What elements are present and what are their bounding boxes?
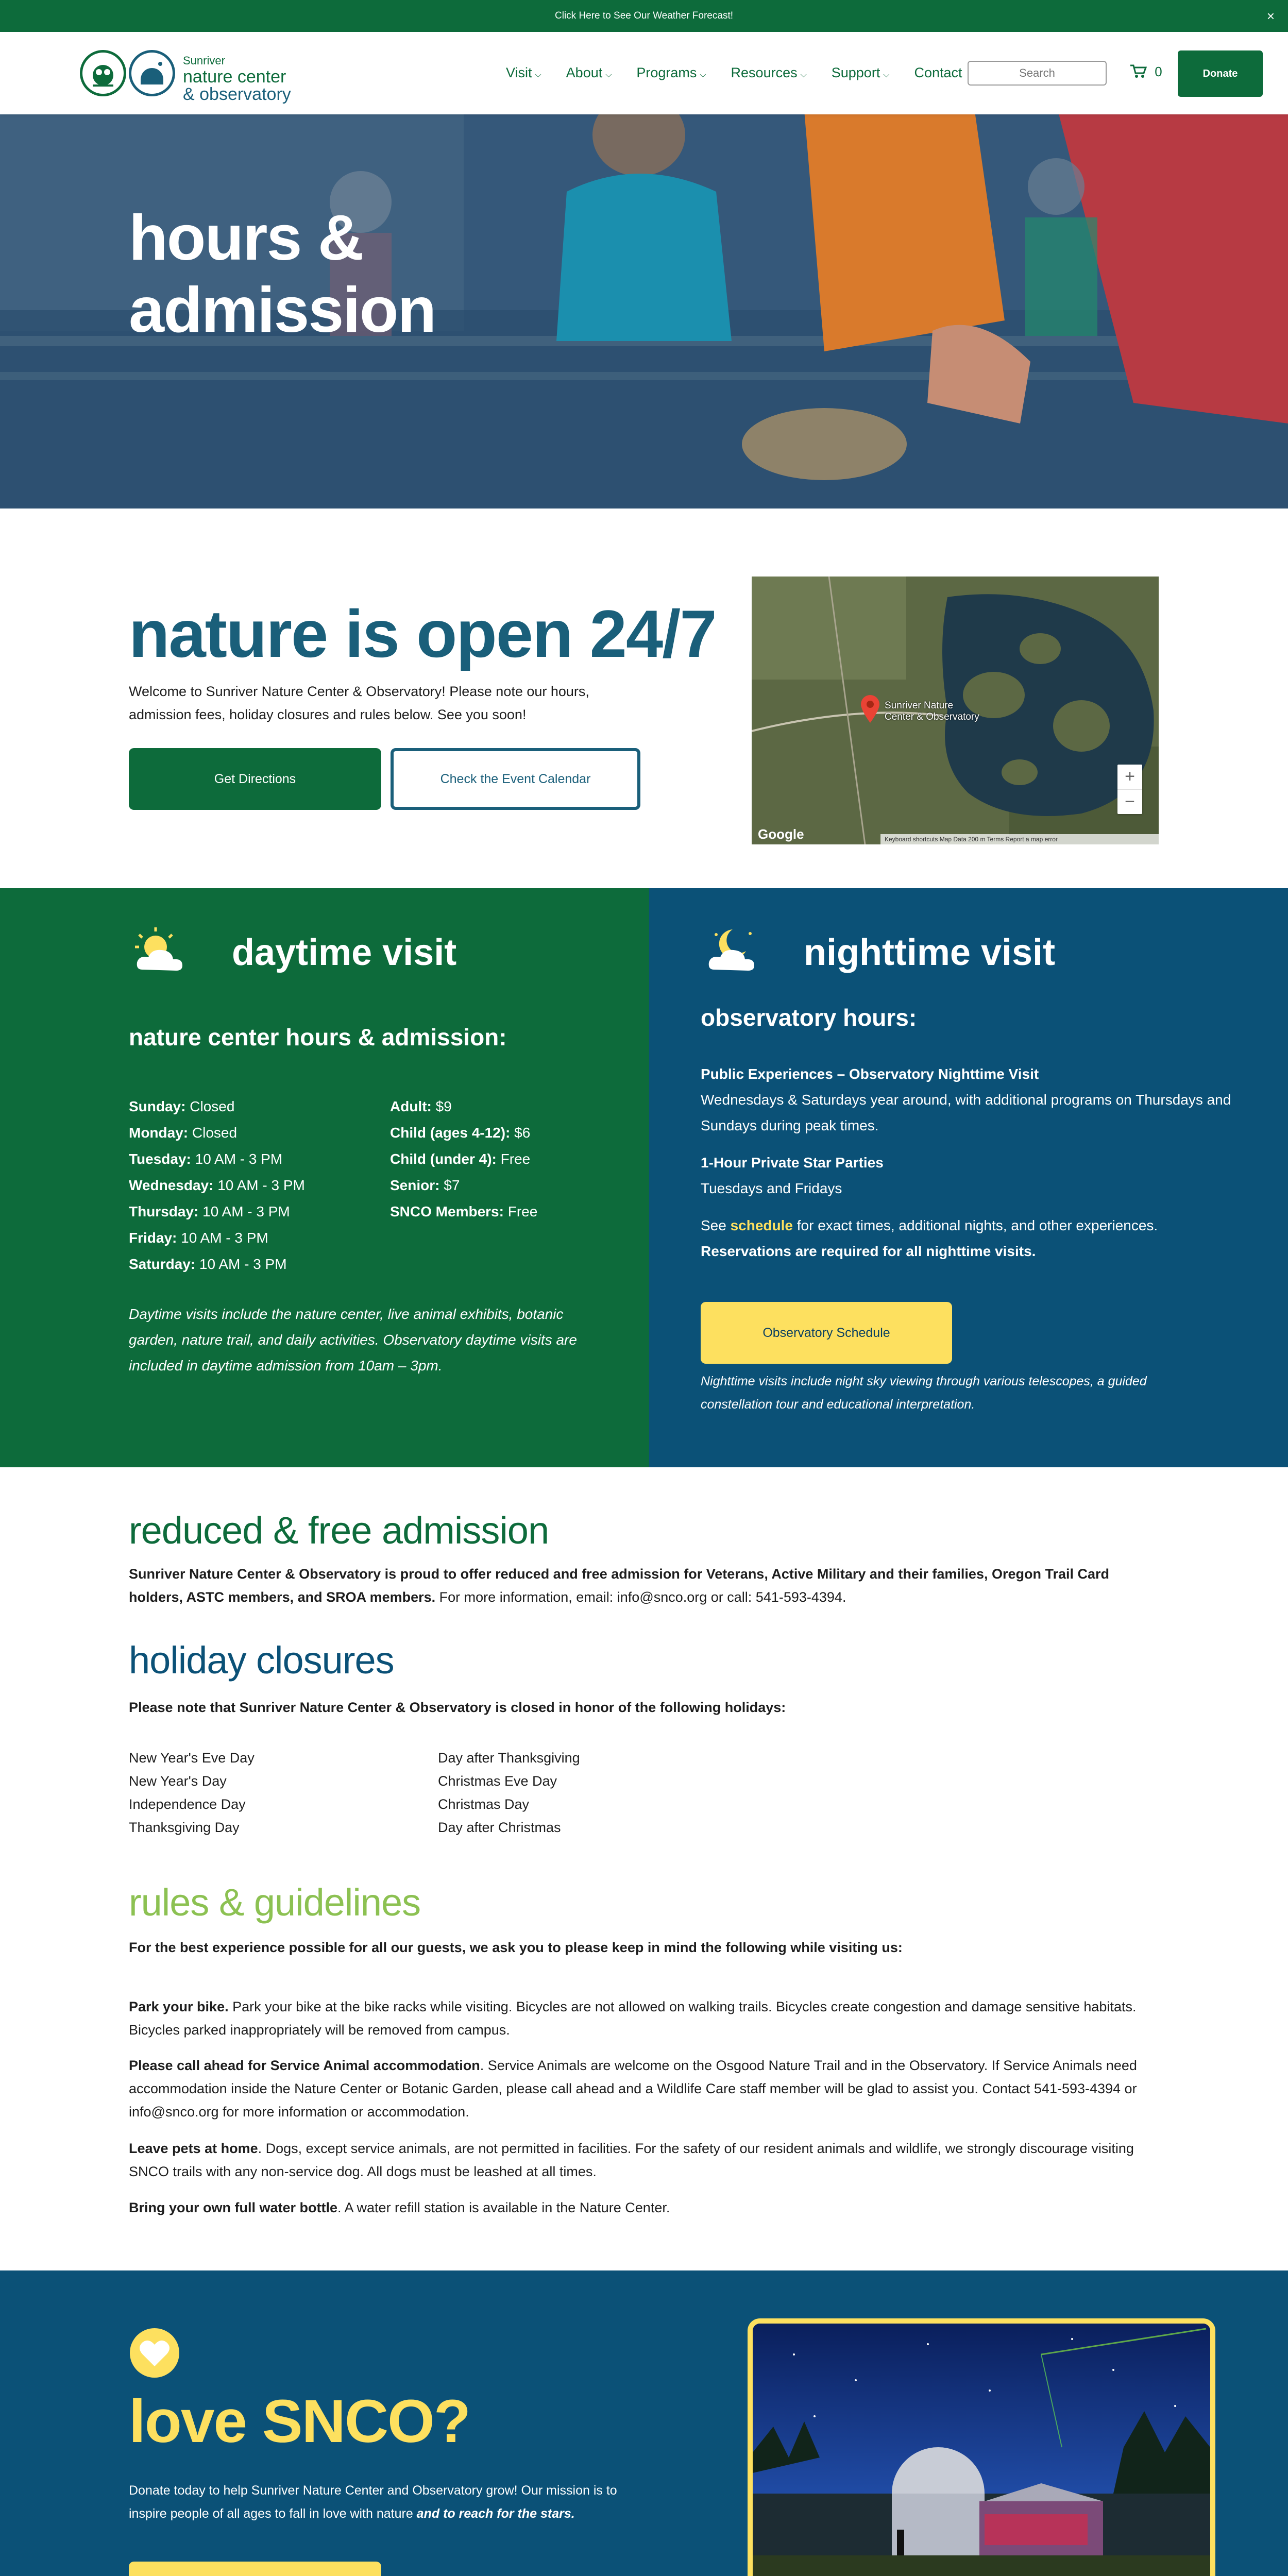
logo-line3: & observatory — [183, 84, 291, 104]
holiday-item: New Year's Eve Day — [129, 1750, 255, 1766]
nav-label: Resources — [731, 65, 798, 80]
day-hours-list — [129, 1093, 305, 1277]
map-attribution[interactable]: Keyboard shortcuts Map Data 200 m Terms Report a map error — [880, 834, 1159, 844]
nav-about[interactable] — [566, 65, 612, 81]
location-map[interactable] — [752, 577, 1159, 844]
price-row: Adult: $9 — [390, 1098, 452, 1114]
map-zoom-controls — [1117, 765, 1142, 814]
nav-label: Support — [831, 65, 880, 80]
price-row: Child (under 4): Free — [390, 1151, 531, 1167]
price-row: Senior: $7 — [390, 1177, 460, 1193]
cart-count: 0 — [1155, 64, 1162, 79]
title-line2: admission — [129, 275, 436, 346]
cart-button[interactable] — [1129, 64, 1162, 82]
nature-center-hours-heading: nature center hours & admission: — [129, 1024, 507, 1050]
chevron-down-icon: ⌵ — [535, 71, 541, 79]
nav-programs[interactable] — [636, 65, 706, 81]
map-place-label — [885, 700, 979, 723]
daytime-heading: daytime visit — [232, 932, 457, 973]
nav-resources[interactable] — [731, 65, 807, 81]
nav-contact[interactable] — [914, 65, 962, 81]
main-nav — [506, 65, 962, 81]
holiday-item: Christmas Day — [438, 1797, 530, 1812]
hours-row: Friday: 10 AM - 3 PM — [129, 1230, 268, 1246]
rule-item: Park your bike. Park your bike at the bike racks while visiting. Bicycles are not allowed on walking trails. Bicycles create congestion and damage sensitive habitats. Bicycles parked inappropriately will be removed from campus. — [129, 1999, 1137, 2038]
hours-row: Thursday: 10 AM - 3 PM — [129, 1204, 290, 1219]
heart-icon — [129, 2327, 180, 2379]
holiday-intro: Please note that Sunriver Nature Center & Observatory is closed in honor of the following holidays: — [129, 1700, 786, 1715]
daytime-visit-section — [0, 888, 649, 1467]
nav-label: Visit — [506, 65, 532, 80]
hero-banner — [0, 114, 1288, 509]
map-label-line1: Sunriver Nature — [885, 700, 954, 711]
rules-heading: rules & guidelines — [129, 1881, 421, 1924]
public-experience-text: Wednesdays & Saturdays year around, with additional programs on Thursdays and Sundays during peak times. — [701, 1092, 1231, 1133]
close-icon[interactable]: × — [1266, 8, 1275, 24]
chevron-down-icon: ⌵ — [605, 71, 612, 79]
map-pin-icon[interactable] — [860, 695, 880, 724]
logo-text[interactable] — [183, 54, 291, 103]
nav-visit[interactable] — [506, 65, 541, 81]
logo-line2: nature center — [183, 67, 286, 87]
holiday-item: Thanksgiving Day — [129, 1820, 240, 1835]
holiday-closures-heading: holiday closures — [129, 1639, 394, 1682]
schedule-link[interactable]: schedule — [730, 1217, 793, 1233]
nav-label: Programs — [636, 65, 697, 80]
owl-logo-icon[interactable] — [80, 50, 126, 96]
map-label-line2: Center & Observatory — [885, 711, 979, 722]
get-directions-button[interactable]: Get Directions — [129, 748, 381, 810]
hours-row: Sunday: Closed — [129, 1098, 235, 1114]
admission-price-list — [390, 1093, 537, 1225]
hours-row: Wednesday: 10 AM - 3 PM — [129, 1177, 305, 1193]
star-party-text: Tuesdays and Fridays — [701, 1180, 842, 1196]
donate-section — [0, 2270, 1288, 2576]
chevron-down-icon: ⌵ — [700, 71, 706, 79]
zoom-in-button[interactable]: + — [1125, 767, 1135, 786]
title-line1: hours & — [129, 202, 363, 274]
weather-forecast-link[interactable]: Click Here to See Our Weather Forecast! — [555, 10, 733, 21]
observatory-photo — [753, 2324, 1210, 2576]
cart-icon — [1129, 64, 1147, 78]
hours-row: Saturday: 10 AM - 3 PM — [129, 1256, 287, 1272]
holiday-item: New Year's Day — [129, 1773, 227, 1789]
page-title — [129, 202, 435, 346]
love-snco-heading: love SNCO? — [129, 2387, 470, 2455]
nighttime-heading: nighttime visit — [804, 932, 1056, 973]
reduced-admission-text: Sunriver Nature Center & Observatory is proud to offer reduced and free admission for Veterans, Active Military and their families, Oregon Trail Card holders, ASTC members, and SROA members. For more information, email: info@snco.org or call: 541-593-4394. — [129, 1566, 1110, 1605]
public-experience-title: Public Experiences – Observatory Nighttime Visit — [701, 1066, 1039, 1082]
holiday-list-col2 — [438, 1747, 580, 1839]
observatory-logo-icon[interactable] — [129, 50, 175, 96]
partly-sunny-icon — [129, 924, 191, 976]
night-moon-icon — [701, 924, 762, 976]
nav-label: Contact — [914, 65, 962, 80]
rule-item: Please call ahead for Service Animal accommodation. Service Animals are welcome on the Osgood Nature Trail and in the Observatory. If Service Animals need accommodation inside the Nature Center or Botanic Garden, please call ahead and a Wildlife Care staff member will be glad to assist you. Contact 541-593-4394 or info@snco.org for more information or accommodation. — [129, 2058, 1137, 2120]
nav-support[interactable] — [832, 65, 890, 81]
daytime-note: Daytime visits include the nature center, live animal exhibits, botanic garden, nature trail, and daily activities. Observatory daytime visits are included in daytime admission from 10am – 3pm. — [129, 1306, 577, 1374]
price-row: Child (ages 4-12): $6 — [390, 1125, 531, 1141]
intro-heading: nature is open 24/7 — [129, 596, 716, 671]
hours-row: Monday: Closed — [129, 1125, 238, 1141]
observatory-hours-info — [701, 1061, 1236, 1264]
site-header — [0, 32, 1288, 114]
star-party-title: 1-Hour Private Star Parties — [701, 1155, 884, 1171]
search-input[interactable] — [968, 61, 1107, 86]
reservations-note: Reservations are required for all nighttime visits. — [701, 1243, 1036, 1259]
nighttime-note: Nighttime visits include night sky viewing through various telescopes, a guided constellation tour and educational interpretation. — [701, 1374, 1147, 1412]
nav-label: About — [566, 65, 603, 80]
chevron-down-icon: ⌵ — [883, 71, 890, 79]
hours-row: Tuesday: 10 AM - 3 PM — [129, 1151, 283, 1167]
holiday-item: Day after Thanksgiving — [438, 1750, 580, 1766]
weather-forecast-bar[interactable] — [0, 0, 1288, 32]
rules-intro: For the best experience possible for all our guests, we ask you to please keep in mind the following while visiting us: — [129, 1940, 903, 1955]
chevron-down-icon: ⌵ — [800, 71, 807, 79]
donate-text: Donate today to help Sunriver Nature Center and Observatory grow! Our mission is to inspire people of all ages to fall in love with nature and to reach for the stars. — [129, 2483, 617, 2521]
google-logo: Google — [758, 826, 804, 842]
logo-line1: Sunriver — [183, 54, 225, 67]
holiday-item: Independence Day — [129, 1797, 246, 1812]
observatory-hours-heading: observatory hours: — [701, 1004, 917, 1031]
holiday-item: Day after Christmas — [438, 1820, 561, 1835]
observatory-photo-frame — [748, 2318, 1215, 2576]
donate-button[interactable]: Donate — [1178, 50, 1263, 97]
holiday-item: Christmas Eve Day — [438, 1773, 557, 1789]
make-donation-button[interactable] — [129, 2562, 381, 2576]
rule-item: Bring your own full water bottle. A water refill station is available in the Nature Center. — [129, 2200, 670, 2215]
observatory-schedule-button[interactable]: Observatory Schedule — [701, 1302, 952, 1364]
reduced-admission-heading: reduced & free admission — [129, 1509, 549, 1552]
rule-item: Leave pets at home. Dogs, except service animals, are not permitted in facilities. For the safety of our resident animals and wildlife, we strongly discourage visiting SNCO trails with any non-service dog. All dogs must be leashed at all times. — [129, 2141, 1134, 2179]
schedule-note: See schedule for exact times, additional nights, and other experiences. — [701, 1217, 1158, 1233]
intro-text: Welcome to Sunriver Nature Center & Observatory! Please note our hours, admission fees, holiday closures and rules below. See you soon! — [129, 684, 589, 722]
event-calendar-button[interactable]: Check the Event Calendar — [391, 748, 640, 810]
nighttime-visit-section — [649, 888, 1288, 1467]
zoom-out-button[interactable]: − — [1117, 789, 1142, 814]
price-row: SNCO Members: Free — [390, 1204, 538, 1219]
holiday-list-col1 — [129, 1747, 255, 1839]
